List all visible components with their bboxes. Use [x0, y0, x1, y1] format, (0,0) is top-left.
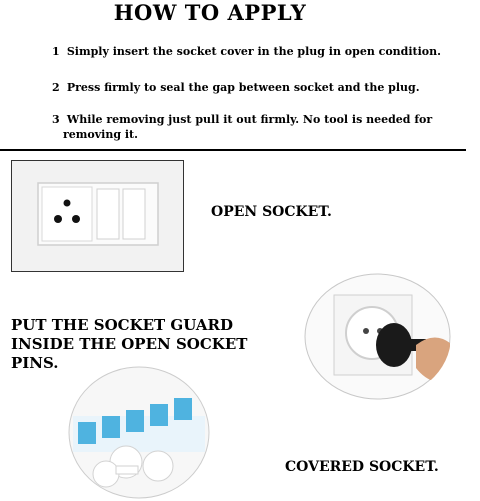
step-text: Simply insert the socket cover in the plug in open condition.	[66, 45, 441, 58]
step-1	[52, 44, 441, 59]
step-number: 3	[52, 113, 60, 126]
open-socket-illustration	[12, 161, 183, 271]
socket-guards-image	[68, 366, 210, 499]
instruction-line: INSIDE THE OPEN SOCKET	[11, 335, 248, 353]
socket-guards-illustration	[68, 366, 210, 499]
step-number: 2	[52, 81, 60, 94]
section-divider	[0, 149, 466, 151]
step-text: Press firmly to seal the gap between socket and the plug.	[66, 81, 420, 94]
step-text-continued: removing it.	[63, 128, 138, 141]
step-3	[52, 112, 432, 142]
plug-in-socket-image	[304, 273, 451, 400]
step-2	[52, 80, 420, 95]
open-socket-image	[11, 160, 184, 272]
step-number: 1	[52, 45, 60, 58]
covered-socket-label: COVERED SOCKET.	[285, 459, 439, 475]
instruction-label	[11, 316, 247, 373]
instruction-line: PINS.	[11, 354, 59, 372]
instruction-line: PUT THE SOCKET GUARD	[11, 316, 233, 334]
plug-in-socket-illustration	[304, 273, 451, 400]
open-socket-label: OPEN SOCKET.	[211, 204, 332, 220]
page-title: HOW TO APPLY	[113, 0, 307, 25]
step-text: While removing just pull it out firmly. No tool is needed for	[66, 113, 433, 126]
